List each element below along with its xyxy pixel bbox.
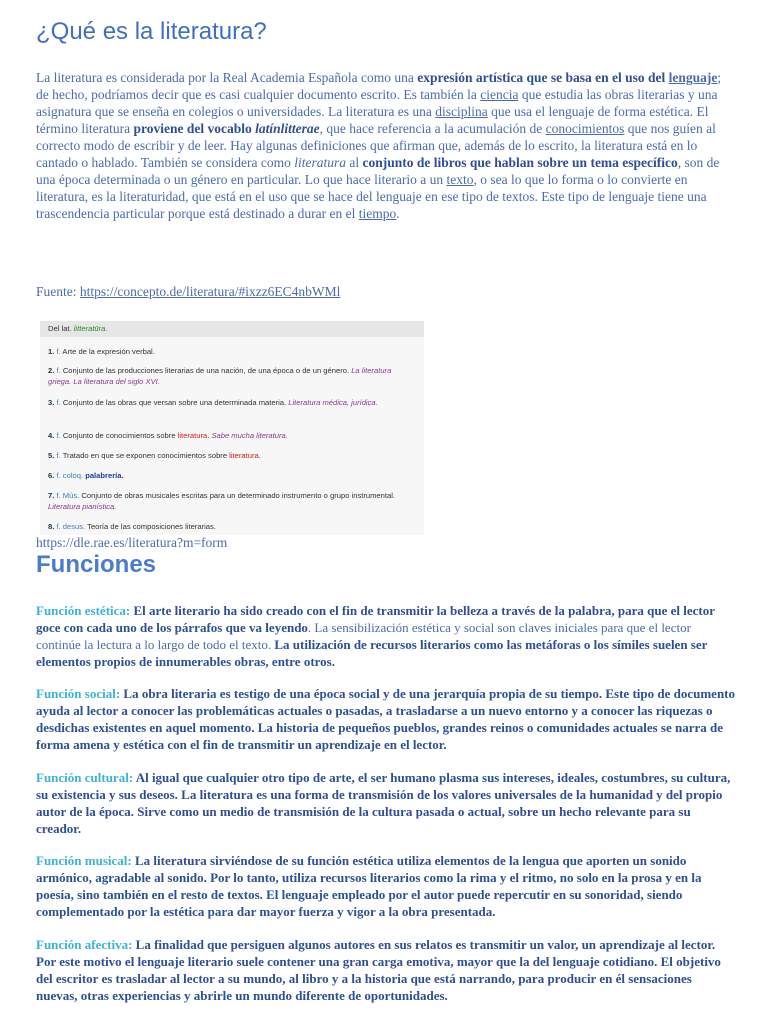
dictionary-entry: 1. f. Arte de la expresión verbal. <box>48 347 155 356</box>
dictionary-header: Del lat. litteratūra. <box>40 321 424 337</box>
intro-paragraph: La literatura es considerada por la Real Academia Española como una expresión artística que se basa en el uso del lenguaje; de hecho, podríamos decir que es casi cualquier documento escrito. Es también la ciencia que estudia las obras literarias y una asignatura que se enseña en colegios o universidades. La literatura es una disciplina que usa el lenguaje de forma estética. El término literatura proviene del vocablo latínlitterae, que hace referencia a la acumulación de conocimientos que nos guíen al correcto modo de escribir y de leer. Hay algunas definiciones que afirman que, además de lo escrito, la literatura está en lo cantado o hablado. También se considera como literatura al conjunto de libros que hablan sobre un tema específico, son de una época determinada o un género en particular. Lo que hace literario a un texto, o sea lo que lo forma o lo convierte en literatura, es la literaturidad, que está en el uso que se hace del lenguaje en ese tipo de textos. Este tipo de lenguaje tiene una trascendencia particular porque está destinado a durar en el tiempo. <box>36 70 722 221</box>
dictionary-entry: 4. f. Conjunto de conocimientos sobre literatura. Sabe mucha literatura. <box>48 431 288 440</box>
link-tiempo[interactable]: tiempo <box>358 206 397 221</box>
funcion-estetica: Función estética: El arte literario ha sido creado con el fin de transmitir la belleza a través de la palabra, para que el lector goce con cada uno de los párrafos que va leyendo. La sensibilización estética y social son claves iniciales para que el lector continúe la lectura a lo largo de todo el texto. La utilización de recursos literarios como las metáforas o los símiles suelen ser elementos propios de innumerables obras, entre otros. <box>36 603 715 669</box>
source-line: Fuente: https://concepto.de/literatura/#ixzz6EC4nbWMl <box>36 284 341 299</box>
link-ciencia[interactable]: ciencia <box>480 87 519 102</box>
funcion-afectiva: Función afectiva: La finalidad que persiguen algunos autores en sus relatos es transmitir un valor, un aprendizaje al lector. Por este motivo el lenguaje literario suele contener una gran carga emotiva, mayor que la del lenguaje cotidiano. El objetivo del escritor es trasladar al lector a su mundo, al libro y a la historia que está narrando, para producir en él sensaciones nuevas, otras experiencias y abrirle un mundo diferente de oportunidades. <box>36 937 721 1003</box>
dictionary-entry: 6. f. coloq. palabrería. <box>48 471 124 480</box>
dictionary-entry: 7. f. Mús. Conjunto de obras musicales escritas para un determinado instrumento o grupo instrumental. Literatura pianística. <box>48 491 396 511</box>
dictionary-entry: 8. f. desus. Teoría de las composiciones literarias. <box>48 522 216 531</box>
dle-link[interactable]: https://dle.rae.es/literatura?m=form <box>36 535 228 550</box>
dictionary-entry: 5. f. Tratado en que se exponen conocimientos sobre literatura. <box>48 451 261 460</box>
source-link[interactable]: https://concepto.de/literatura/#ixzz6EC4nbWMl <box>79 284 341 299</box>
link-lenguaje[interactable]: lenguaje <box>668 70 718 85</box>
section-title: Funciones <box>36 551 157 578</box>
dictionary-image <box>40 321 424 535</box>
link-disciplina[interactable]: disciplina <box>435 104 488 119</box>
page-title: ¿Qué es la literatura? <box>36 18 267 45</box>
dictionary-entry: 2. f. Conjunto de las producciones literarias de una nación, de una época o de un género. La literatura griega. La literatura del siglo XVI. <box>48 366 392 386</box>
funcion-musical: Función musical: La literatura sirviéndose de su función estética utiliza elementos de la lengua que aporten un sonido armónico, agradable al sonido. Por lo tanto, utiliza recursos literarios como la rima y el ritmo, no solo en la prosa y en la poesía, sino también en el resto de textos. El lenguaje empleado por el autor puede repercutir en su sonoridad, siendo complementado por la estética para dar mayor fuerza y vigor a la obra presentada. <box>36 853 702 919</box>
funcion-cultural: Función cultural: Al igual que cualquier otro tipo de arte, el ser humano plasma sus intereses, ideales, costumbres, su cultura, su existencia y sus deseos. La literatura es una forma de transmisión de los valores universales de la humanidad y del propio autor de la época. Sirve como un medio de transmisión de la cultura pasada o actual, sobre un hecho relevante para su creador. <box>36 770 731 836</box>
funcion-social: Función social: La obra literaria es testigo de una época social y de una jerarquía propia de su tiempo. Este tipo de documento ayuda al lector a conocer las problemáticas actuales o pasadas, a trasladarse a un nuevo entorno y a conocer las riquezas o desdichas existentes en aquel momento. La historia de pequeños pueblos, grandes reinos o comunidades actuales se narra de forma amena y estética con el fin de transmitir un aprendizaje en el lector. <box>36 686 736 752</box>
link-texto[interactable]: texto <box>446 172 474 187</box>
dictionary-entry: 3. f. Conjunto de las obras que versan sobre una determinada materia. Literatura médica, jurídica. <box>48 398 378 407</box>
link-conocimientos[interactable]: conocimientos <box>545 121 625 136</box>
